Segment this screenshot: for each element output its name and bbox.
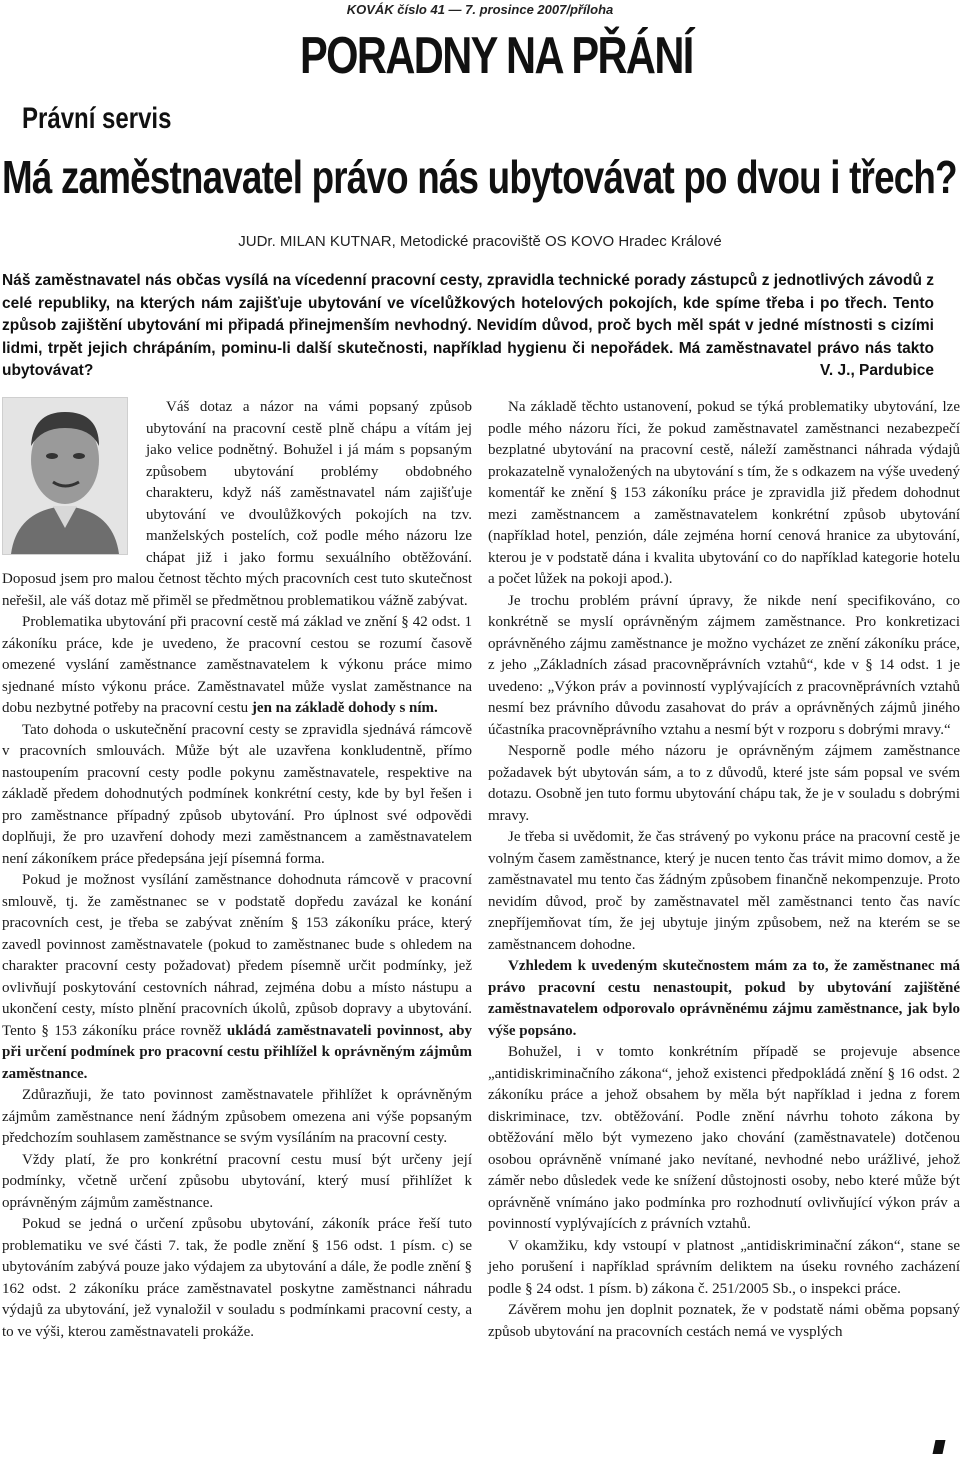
answer-paragraph: Tato dohoda o uskutečnění pracovní cesty se zpravidla sjednává rámcově v pracovních smlouvách. Může být ale uzavřena konkludentně, přímo nastoupením pracovní cesty podle pokynu zaměstnavatele, respektive na základě předem dohodnutých podmínek konkrétní cesty, kde by byl řešen i pro zaměstnance případný způsob ubytování. Pro úplnost své odpovědi doplňuji, že pro uzavření dohody mezi zaměstnancem a zaměstnavatelem není zákoníkem práce předepsána její písemná forma. (2, 721, 472, 867)
answer-paragraph: Je trochu problém právní úpravy, že nikde není specifikováno, co konkrétně se myslí oprávněným zájmem zaměstnance. Pro konkretizaci oprávněného zájmu zaměstnance je možno vycházet ze znění zákoníku práce, z jeho „Základních zásad pracovněprávních vztahů“, kde v § 14 odst. 1 je uvedeno: „Výkon práv a povinností vyplývajících z pracovněprávních vztahů nesmí bez právního důvodu zasahovat do práv a oprávněných zájmů jiného účastníka pracovněprávního vztahu a nesmí být v rozporu s dobrými mravy.“ (488, 592, 960, 738)
author-byline: JUDr. MILAN KUTNAR, Metodické pracoviště OS KOVO Hradec Králové (238, 233, 722, 250)
issue-line: KOVÁK číslo 41 — 7. prosince 2007/příloha (346, 2, 614, 17)
right-column (488, 397, 960, 1343)
author-photo (2, 397, 128, 555)
answer-paragraph: Problematika ubytování při pracovní cestě má základ ve znění § 42 odst. 1 zákoníku práce, kde je uvedeno, že pracovní cestou se rozumí časově omezené vyslání zaměstnance zaměstnavatelem k výkonu práce mimo sjednané místo výkonu práce. Zaměstnavatel může vyslat zaměstnance na dobu nezbytné potřeby na pracovní cestu jen na základě dohody s ním. (2, 614, 472, 716)
emphasis-text: jen na základě dohody s ním. (251, 700, 438, 716)
left-column (2, 397, 472, 1343)
answer-paragraph: Na základě těchto ustanovení, pokud se týká problematiky ubytování, lze podle mého názoru říci, že pokud zaměstnavatel zaměstnanci nezabezpečí bezplatné ubytování na pracovní cestě, náleží zaměstnanci náhrada výdajů prokazatelně vynaložených na ubytování s tím, že s odkazem na výše uvedený komentář ke znění § 153 zákoníku práce je zpravidla již předem dohodnut mezi zaměstnancem a zaměstnavatelem konkrétní způsob ubytování (například hotel, penzión, dále zejména horní cenová hranice za ubytování, kterou je v podstatě dána i kvalita ubytování co do například kategorie hotelu a počet lůžek na pokoji apod.). (488, 399, 960, 587)
portrait-image (3, 398, 127, 554)
section-label: Právní servis (22, 102, 172, 135)
answer-paragraph: Pokud se jedná o určení způsobu ubytování, zákoník práce řeší tuto problematiku ve své části 7. tak, že podle znění § 156 odst. 1 písm. c) se ubytováním zabývá pouze jako výdajem za ubytování a dále, že podle znění § 162 odst. 2 zákoníku práce zaměstnavatel poskytne zaměstnanci náhradu výdajů za ubytování, jež vynaložil v souladu s podmínkami pracovní cesty, a to ve výši, kterou zaměstnavateli prokáže. (2, 1216, 472, 1340)
answer-paragraph: Vždy platí, že pro konkrétní pracovní cestu musí být určeny její podmínky, včetně určení způsobu ubytování, který musí přihlížet k oprávněným zájmům zaměstnance. (2, 1151, 472, 1211)
answer-paragraph (488, 956, 960, 1042)
answer-paragraph: Nesporně podle mého názoru je oprávněným zájmem zaměstnance požadavek být ubytován sám, a to z důvodů, které jste sám popsal ve svém dotazu. Osobně jen tuto formu ubytování chápu tak, že je v souladu s dobrými mravy. (488, 743, 960, 824)
answer-paragraph: Zdůrazňuji, že tato povinnost zaměstnavatele přihlížet k oprávněným zájmům zaměstnance není žádným způsobem omezena ani výše popsaným předchozím souhlasem zaměstnance se svým vysíláním na pracovní cesty. (2, 1087, 472, 1146)
answer-paragraph: Je třeba si uvědomit, že čas strávený po vykonu práce na pracovní cestě je volným časem zaměstnance, který je nucen tento čas trávit mimo domov, a že zaměstnavatel mu tento čas žádným způsobem finančně nekompenzuje. Proto nevidím důvod, proč by zaměstnavatel měl zaměstnanci tento čas navíc znepříjemňovat tím, že jej ubytuje jiným způsobem, než na kterém se se zaměstnancem dohodne. (488, 829, 960, 953)
answer-paragraph: Bohužel, i v tomto konkrétním případě se projevuje absence „antidiskriminačního zákona“, jehož existenci předpokládá znění § 16 odst. 2 zákoníku práce a jehož obsahem by měla být například i jedna z forem diskriminace, tzv. obtěžování. Podle znění návrhu tohoto zákona by obtěžování mělo být vymezeno jako chování (zaměstnavatele) dotčenou osobou oprávněně vnímané jako nevítané, nevhodné nebo urážlivé, jehož záměr nebo důsledek vede ke snížení důstojnosti osoby, nebo které může být oprávněně vnímáno jako podmínka pro rozhodnutí ovlivňující výkon práv a povinností vyplývajících z právních vztahů. (488, 1044, 960, 1232)
emphasis-text: ukládá zaměstnavateli povinnost, aby při určení podmínek pro pracovní cestu přihlížel k oprávněným zájmům zaměstnance. (2, 1022, 472, 1082)
question-signature: V. J., Pardubice (819, 362, 934, 380)
answer-paragraph: Pokud je možnost vysílání zaměstnance dohodnuta rámcově v pracovní smlouvě, tj. že zaměstnanec se v podstatě dopředu zavázal ke konání pracovních cest, je třeba se zabývat zněním § 153 zákoníku práce, který zavedl povinnost zaměstnavatele (pokud to zaměstnanec bude s ohledem na charakter pracovní cesty požadovat) předem písemně určit podmínky, jež ovlivňují poskytování cestovních náhrad, zejména dobu a místo nástupu a ukončení cesty, místo plnění pracovních úkolů, způsob dopravy a ubytování. Tento § 153 zákoníku práce rovněž ukládá zaměstnavateli povinnost, aby při určení podmínek pro pracovní cestu přihlížel k oprávněným zájmům zaměstnance. (2, 872, 472, 1082)
emphasis-text: Vzhledem k uvedeným skutečnostem mám za to, že zaměstnanec má právo pracovní cestu nenastoupit, pokud by ubytování zajištěné zaměstnavatelem odporovalo oprávněnému zájmu zaměstnance, jak bylo výše popsáno. (488, 958, 960, 1039)
answer-paragraph: Váš dotaz a názor na vámi popsaný způsob ubytování na pracovní cestě plně chápu a vítám jej jako velice podnětný. Bohužel i já mám s popsaným způsobem ubytování problémy obdobného charakteru, když náš zaměstnavatel nám zajišťuje ubytování ve dvoulůžkových pokojích na tzv. manželských postelích, což podle mého názoru lze chápat již i jako formu sexuálního obtěžování. Doposud jsem pro malou četnost těchto mých pracovních cest tuto skutečnost neřešil, ale váš dotaz mě přiměl se předmětnou problematikou vážně zabývat. (2, 399, 472, 609)
end-mark-icon (933, 1440, 946, 1454)
answer-paragraph: Závěrem mohu jen doplnit poznatek, že v podstatě námi oběma popsaný způsob ubytování na pracovních cestách nemá ve vysplých (488, 1302, 960, 1340)
answer-paragraph: V okamžiku, kdy vstoupí v platnost „antidiskriminační zákon“, stane se jeho porušení i například správním deliktem na úseku rovného zacházení podle § 24 odst. 1 písm. b) zákona č. 251/2005 Sb., o inspekci práce. (488, 1237, 960, 1297)
reader-question (2, 270, 934, 383)
question-text: Náš zaměstnavatel nás občas vysílá na vícedenní pracovní cesty, zpravidla technické porady zástupců z jednotlivých závodů z celé republiky, na kterých nám zajišťuje ubytování ve vícelůžkových hotelových pokojích, kde spíme třeba i po třech. Tento způsob zajištění ubytování mi připadá přinejmenším nevhodný. Nevidím důvod, proč bych měl spát v jedné místnosti s cizími lidmi, trpět jejich chrápáním, pominu-li další skutečnosti, například hygienu či nepořádek. Má zaměstnavatel právo nás takto ubytovávat? (2, 272, 934, 380)
masthead-title: PORADNY NA PŘÁNÍ (300, 27, 693, 85)
article-title: Má zaměstnavatel právo nás ubytovávat po dvou i třech? (2, 151, 957, 203)
